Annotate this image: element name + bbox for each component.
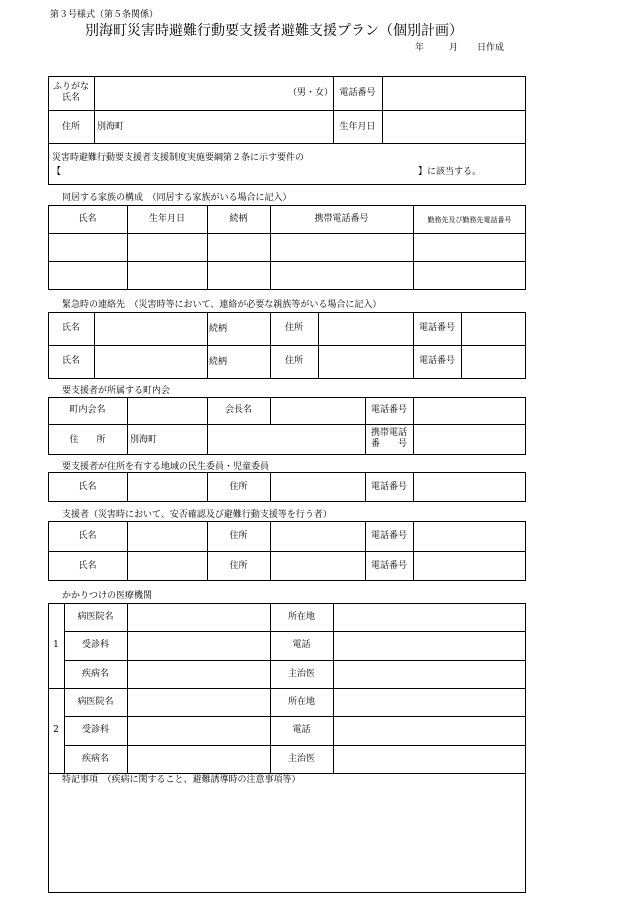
birthdate-field[interactable]: [384, 112, 524, 142]
medical-doctor-label-1: 主治医: [287, 669, 315, 679]
date-month-label: 月: [449, 43, 459, 53]
commissioner-name-label: 氏名: [78, 482, 97, 492]
emergency-name-label-2: 氏名: [61, 356, 80, 366]
eligibility-text: 災害時避難行動要支援者支援制度実施要綱第２条に示す要件の: [52, 153, 305, 163]
emergency-section-title: 緊急時の連絡先 （災害時等において、連絡が必要な親族等がいる場合に記入）: [62, 300, 382, 310]
emergency-address-label-1: 住所: [284, 323, 303, 333]
phone-label: 電話番号: [339, 88, 376, 98]
supporter-name-label-1: 氏名: [78, 531, 97, 541]
medical-disease-label-2: 疾病名: [81, 754, 109, 764]
family-section-title: 同居する家族の構成 （同居する家族がいる場合に記入）: [62, 193, 292, 203]
commissioner-phone-label: 電話番号: [370, 482, 407, 492]
address-value: 別海町: [97, 122, 125, 132]
supporter-phone-label-1: 電話番号: [370, 531, 407, 541]
emergency-relation-label-2: 続柄: [209, 357, 228, 367]
form-number: 第３号様式（第５条関係）: [50, 10, 159, 20]
supporter-phone-label-2: 電話番号: [370, 561, 407, 571]
medical-location-label-2: 所在地: [287, 697, 315, 707]
association-section-title: 要支援者が所属する町内会: [62, 386, 171, 396]
bracket-close: 】に該当する。: [418, 167, 482, 177]
supporter-address-label-1: 住所: [229, 531, 248, 541]
emergency-address-label-2: 住所: [284, 356, 303, 366]
medical-hospital-label-2: 病医院名: [77, 697, 114, 707]
supporter-name-label-2: 氏名: [78, 561, 97, 571]
bracket-open: 【: [52, 167, 62, 177]
address-label: 住所: [61, 122, 80, 132]
medical-number-2: 2: [53, 725, 59, 735]
assoc-address-value: 別海町: [130, 435, 158, 445]
medical-tel-label-2: 電話: [292, 725, 311, 735]
family-header-name: 氏名: [78, 214, 97, 224]
assoc-address-label: 住 所: [69, 435, 106, 445]
supporter-section-title: 支援者（災害時において、安否確認及び避難行動支援等を行う者）: [62, 510, 332, 520]
birthdate-label: 生年月日: [339, 122, 376, 132]
assoc-mobile-label: 携帯電話 番 号: [370, 428, 407, 449]
medical-dept-label-1: 受診科: [81, 640, 109, 650]
medical-location-label-1: 所在地: [287, 612, 315, 622]
family-header-birthdate: 生年月日: [148, 214, 185, 224]
notes-field[interactable]: [52, 790, 522, 890]
family-header-relation: 続柄: [229, 214, 248, 224]
notes-title: 特記事項 （疾病に関すること、避難誘導時の注意事項等）: [62, 775, 301, 785]
page-title: 別海町災害時避難行動要支援者避難支援プラン（個別計画）: [85, 23, 463, 39]
medical-hospital-label-1: 病医院名: [77, 612, 114, 622]
family-header-mobile: 携帯電話番号: [314, 214, 369, 224]
medical-doctor-label-2: 主治医: [287, 754, 315, 764]
medical-number-1: 1: [53, 640, 59, 650]
medical-section-title: かかりつけの医療機関: [62, 591, 153, 601]
eligibility-field[interactable]: [64, 164, 416, 180]
emergency-relation-label-1: 続柄: [209, 324, 228, 334]
gender-label: （男・女）: [288, 88, 334, 98]
commissioner-address-label: 住所: [229, 482, 248, 492]
assoc-phone-label: 電話番号: [370, 405, 407, 415]
date-year-label: 年: [415, 43, 425, 53]
commissioner-section-title: 要支援者が住所を有する地域の民生委員・児童委員: [62, 462, 270, 472]
emergency-phone-label-1: 電話番号: [418, 323, 455, 333]
medical-dept-label-2: 受診科: [81, 725, 109, 735]
supporter-address-label-2: 住所: [229, 561, 248, 571]
assoc-chair-label: 会長名: [224, 405, 252, 415]
emergency-name-label-1: 氏名: [61, 323, 80, 333]
emergency-phone-label-2: 電話番号: [418, 356, 455, 366]
family-header-work: 勤務先及び勤務先電話番号: [427, 216, 512, 224]
phone-field[interactable]: [384, 78, 524, 109]
medical-disease-label-1: 疾病名: [81, 669, 109, 679]
furigana-name-label: ふりがな 氏名: [52, 82, 89, 103]
medical-tel-label-1: 電話: [292, 640, 311, 650]
assoc-name-label: 町内会名: [69, 405, 106, 415]
date-day-label: 日作成: [477, 43, 505, 53]
